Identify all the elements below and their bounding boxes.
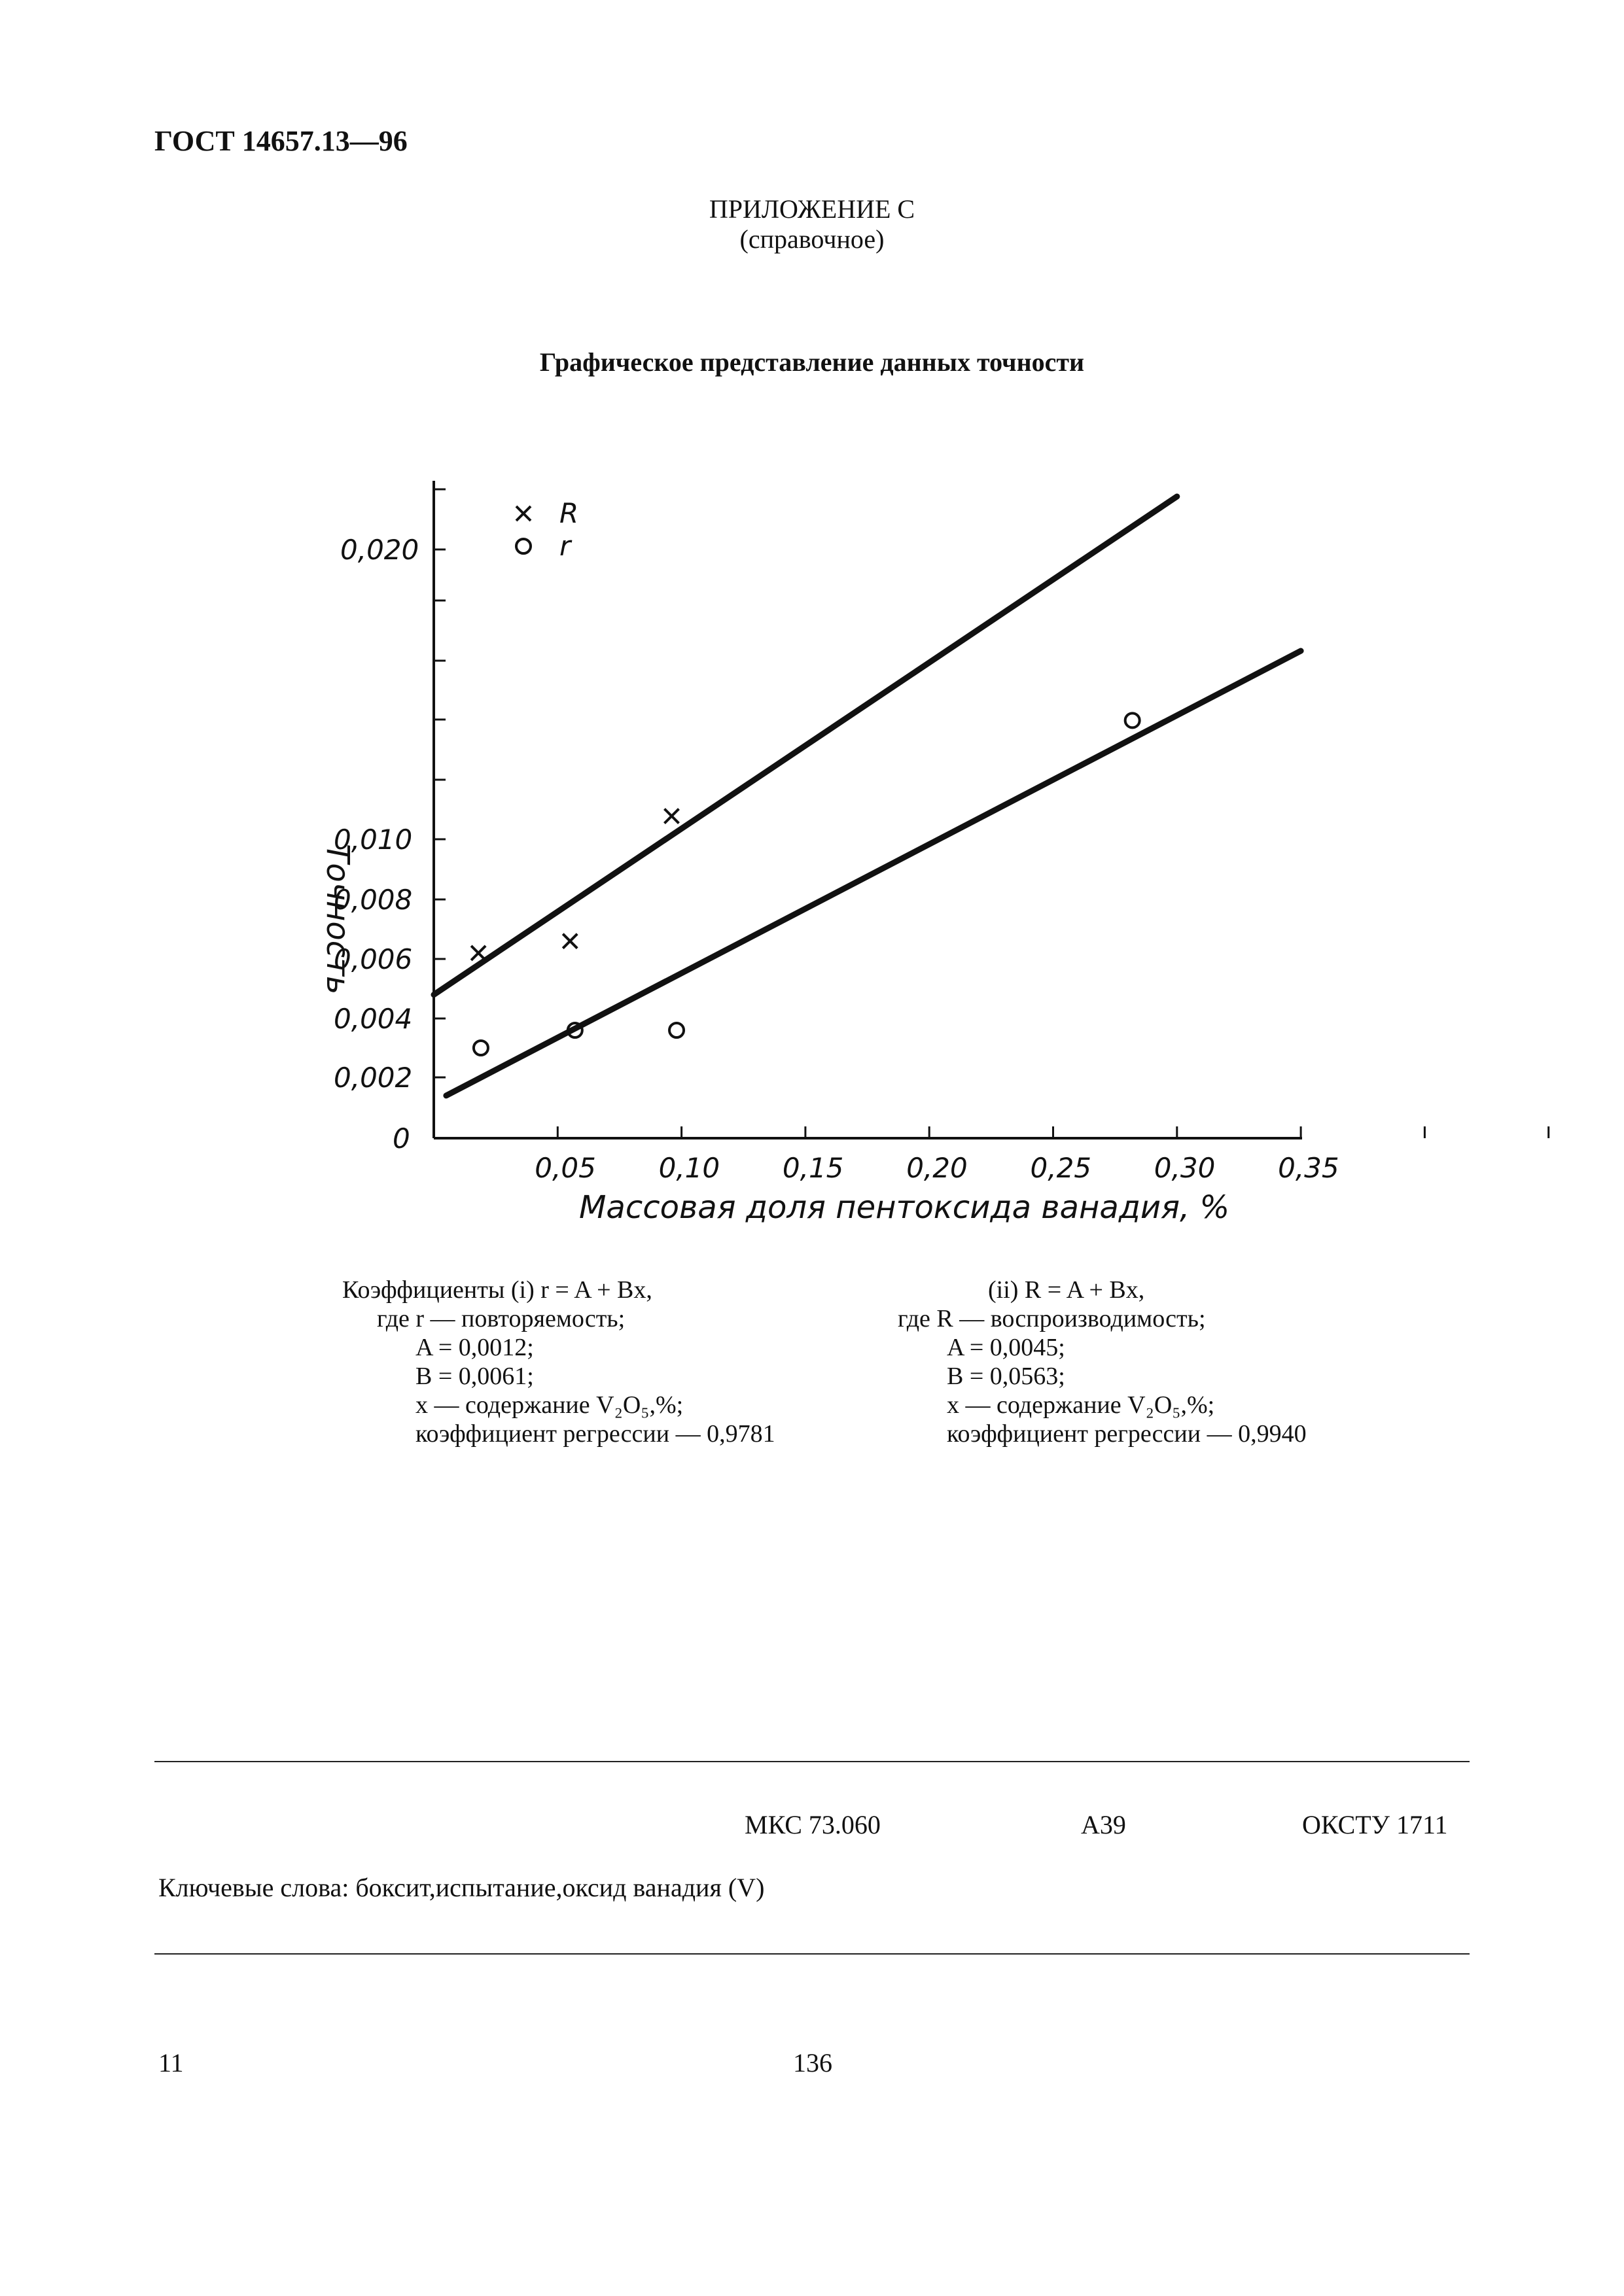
- coef-right-line-6: коэффициент регрессии — 0,9940: [947, 1420, 1307, 1448]
- y-tick-label: 0,002: [334, 1062, 413, 1094]
- coef-right-line-1: (ii) R = A + Bx,: [988, 1276, 1145, 1304]
- annex-subtitle: (справочное): [739, 224, 885, 254]
- y-tick-label: 0: [393, 1122, 410, 1155]
- y-tick-label: 0,004: [334, 1003, 413, 1035]
- classification-code: А39: [1081, 1810, 1126, 1839]
- x-tick-label: 0,25: [1030, 1152, 1092, 1184]
- sheet-number: 11: [158, 2048, 184, 2078]
- document-code: ГОСТ 14657.13—96: [154, 125, 408, 157]
- y-tick-label: 0,010: [334, 824, 413, 856]
- coefficients-left: [342, 1276, 775, 1448]
- data-point-R: [471, 946, 485, 960]
- chart-legend: [516, 497, 578, 562]
- coef-left-line-1: Коэффициенты (i) r = A + Bx,: [342, 1276, 652, 1304]
- x-tick-label: 0,20: [906, 1152, 968, 1184]
- coef-right-line-5: x — содержание V₂O₅,%;: [947, 1391, 1215, 1419]
- data-point-R: [664, 809, 679, 824]
- y-tick-label: 0,006: [334, 943, 413, 975]
- regression-line-r: [446, 651, 1301, 1096]
- mks-code: МКС 73.060: [745, 1810, 881, 1839]
- x-axis-title: Массовая доля пентоксида ванадия, %: [579, 1189, 1230, 1226]
- coef-left-line-4: B = 0,0061;: [415, 1363, 534, 1390]
- chart-axes: [434, 481, 1302, 1138]
- section-heading: Графическое представление данных точности: [539, 347, 1085, 377]
- coef-left-line-3: A = 0,0012;: [415, 1334, 534, 1361]
- regression-line-R: [434, 496, 1177, 995]
- data-point-r: [474, 1041, 488, 1055]
- divider-top: [154, 1761, 1470, 1762]
- page-number: 136: [793, 2048, 832, 2078]
- coef-left-line-6: коэффициент регрессии — 0,9781: [415, 1420, 775, 1448]
- legend-marker-R: [516, 506, 531, 521]
- legend-label-R: R: [559, 497, 579, 529]
- y-tick-label: 0,008: [334, 884, 413, 916]
- divider-bottom: [154, 1953, 1470, 1955]
- legend-label-r: r: [559, 530, 571, 562]
- x-tick-label: 0,30: [1154, 1152, 1216, 1184]
- coef-right-line-3: A = 0,0045;: [947, 1334, 1065, 1361]
- x-tick-label: 0,35: [1278, 1152, 1339, 1184]
- y-axis-title: Точность: [319, 844, 356, 995]
- coef-right-line-4: B = 0,0563;: [947, 1363, 1065, 1390]
- annex-title: ПРИЛОЖЕНИЕ С: [709, 194, 915, 224]
- data-point-R: [563, 934, 577, 948]
- y-tick-label: 0,020: [340, 534, 419, 566]
- x-tick-label: 0,15: [782, 1152, 844, 1184]
- keywords: Ключевые слова: боксит,испытание,оксид ванадия (V): [158, 1873, 765, 1902]
- coefficients-right: [898, 1276, 1307, 1448]
- x-tick-label: 0,05: [535, 1152, 596, 1184]
- coef-right-line-2: где R — воспроизводимость;: [898, 1305, 1206, 1332]
- x-tick-label: 0,10: [658, 1152, 720, 1184]
- data-point-r: [669, 1023, 684, 1037]
- data-point-r: [1125, 713, 1140, 727]
- coef-left-line-2: где r — повторяемость;: [377, 1305, 626, 1332]
- coef-left-line-5: x — содержание V₂O₅,%;: [415, 1391, 684, 1419]
- legend-marker-r: [516, 539, 531, 553]
- okstu-code: ОКСТУ 1711: [1302, 1810, 1448, 1839]
